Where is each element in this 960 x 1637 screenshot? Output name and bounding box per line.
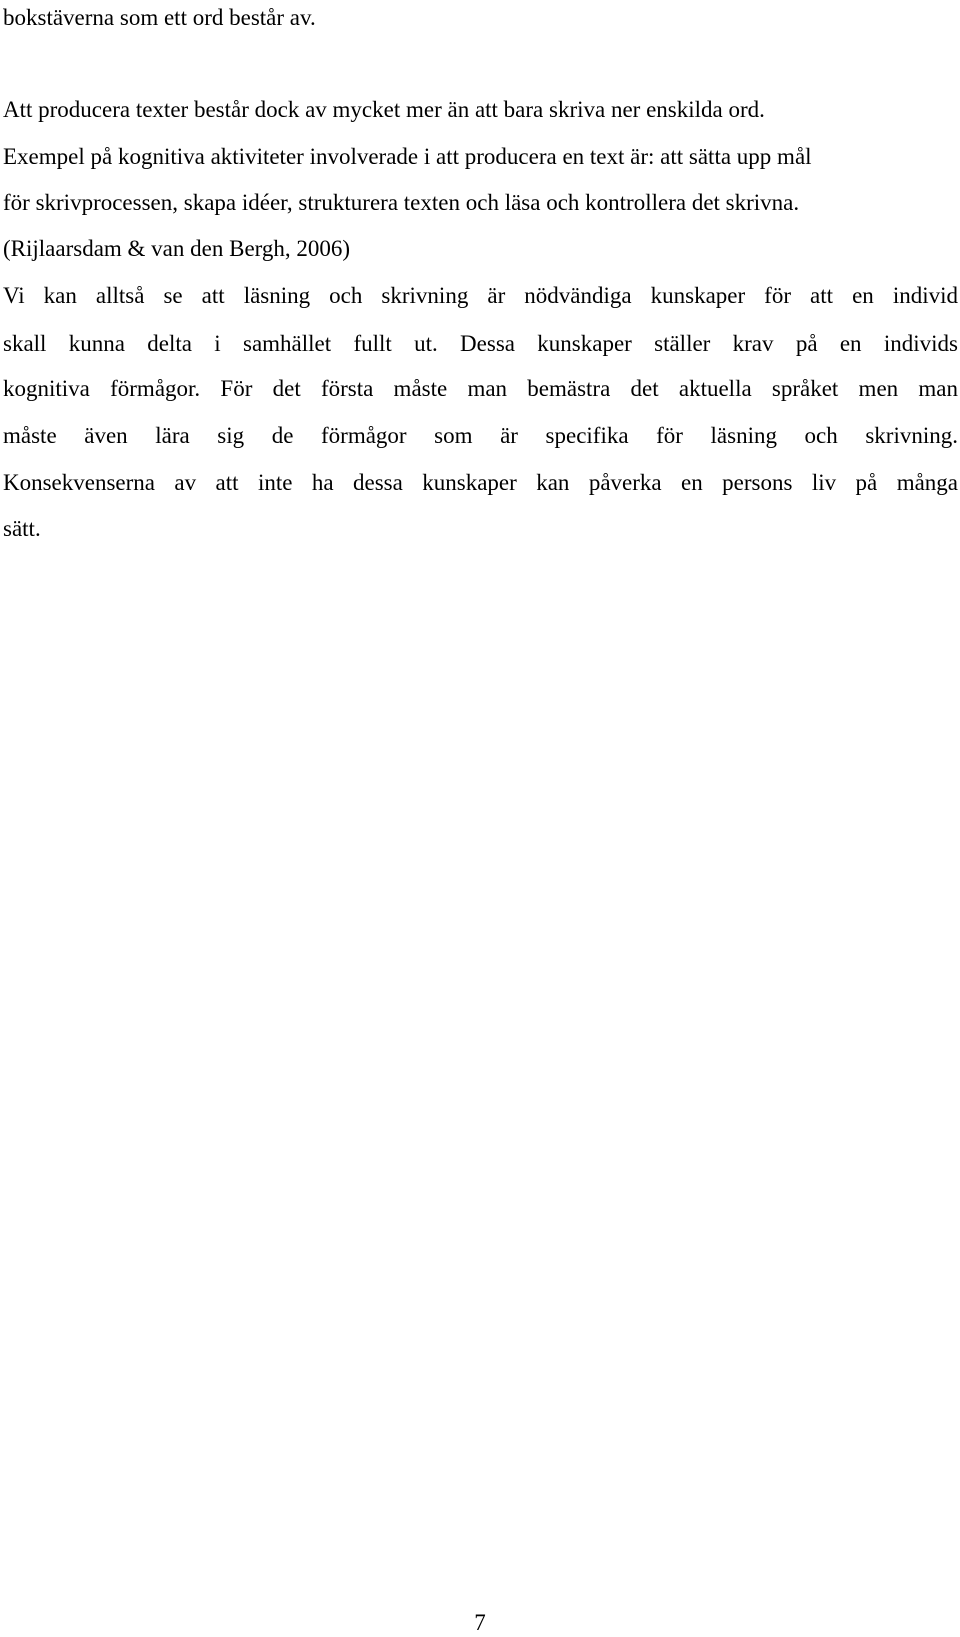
page-number-text: 7 [474, 1610, 486, 1635]
text-line-2: Att producera texter består dock av mycket mer än att bara skriva ner enskilda ord. [3, 97, 765, 122]
text-line-10: Konsekvenserna av att inte ha dessa kunskaper kan påverka en persons liv på många [3, 470, 958, 495]
text-line-11: sätt. [3, 516, 41, 541]
text-line-7: skall kunna delta i samhället fullt ut. Dessa kunskaper ställer krav på en individs [3, 331, 958, 356]
text-line-3: Exempel på kognitiva aktiviteter involverade i att producera en text är: att sätta upp mål [3, 144, 812, 169]
text-line-8: kognitiva förmågor. För det första måste man bemästra det aktuella språket men man [3, 376, 958, 401]
text-line-9: måste även lära sig de förmågor som är specifika för läsning och skrivning. [3, 423, 958, 448]
text-line-6: Vi kan alltså se att läsning och skrivning är nödvändiga kunskaper för att en individ [3, 283, 958, 308]
citation-line: (Rijlaarsdam & van den Bergh, 2006) [3, 236, 351, 261]
text-line-4: för skrivprocessen, skapa idéer, strukturera texten och läsa och kontrollera det skrivna. [3, 190, 800, 215]
text-line-1: bokstäverna som ett ord består av. [3, 5, 316, 30]
page-number [0, 1609, 960, 1637]
